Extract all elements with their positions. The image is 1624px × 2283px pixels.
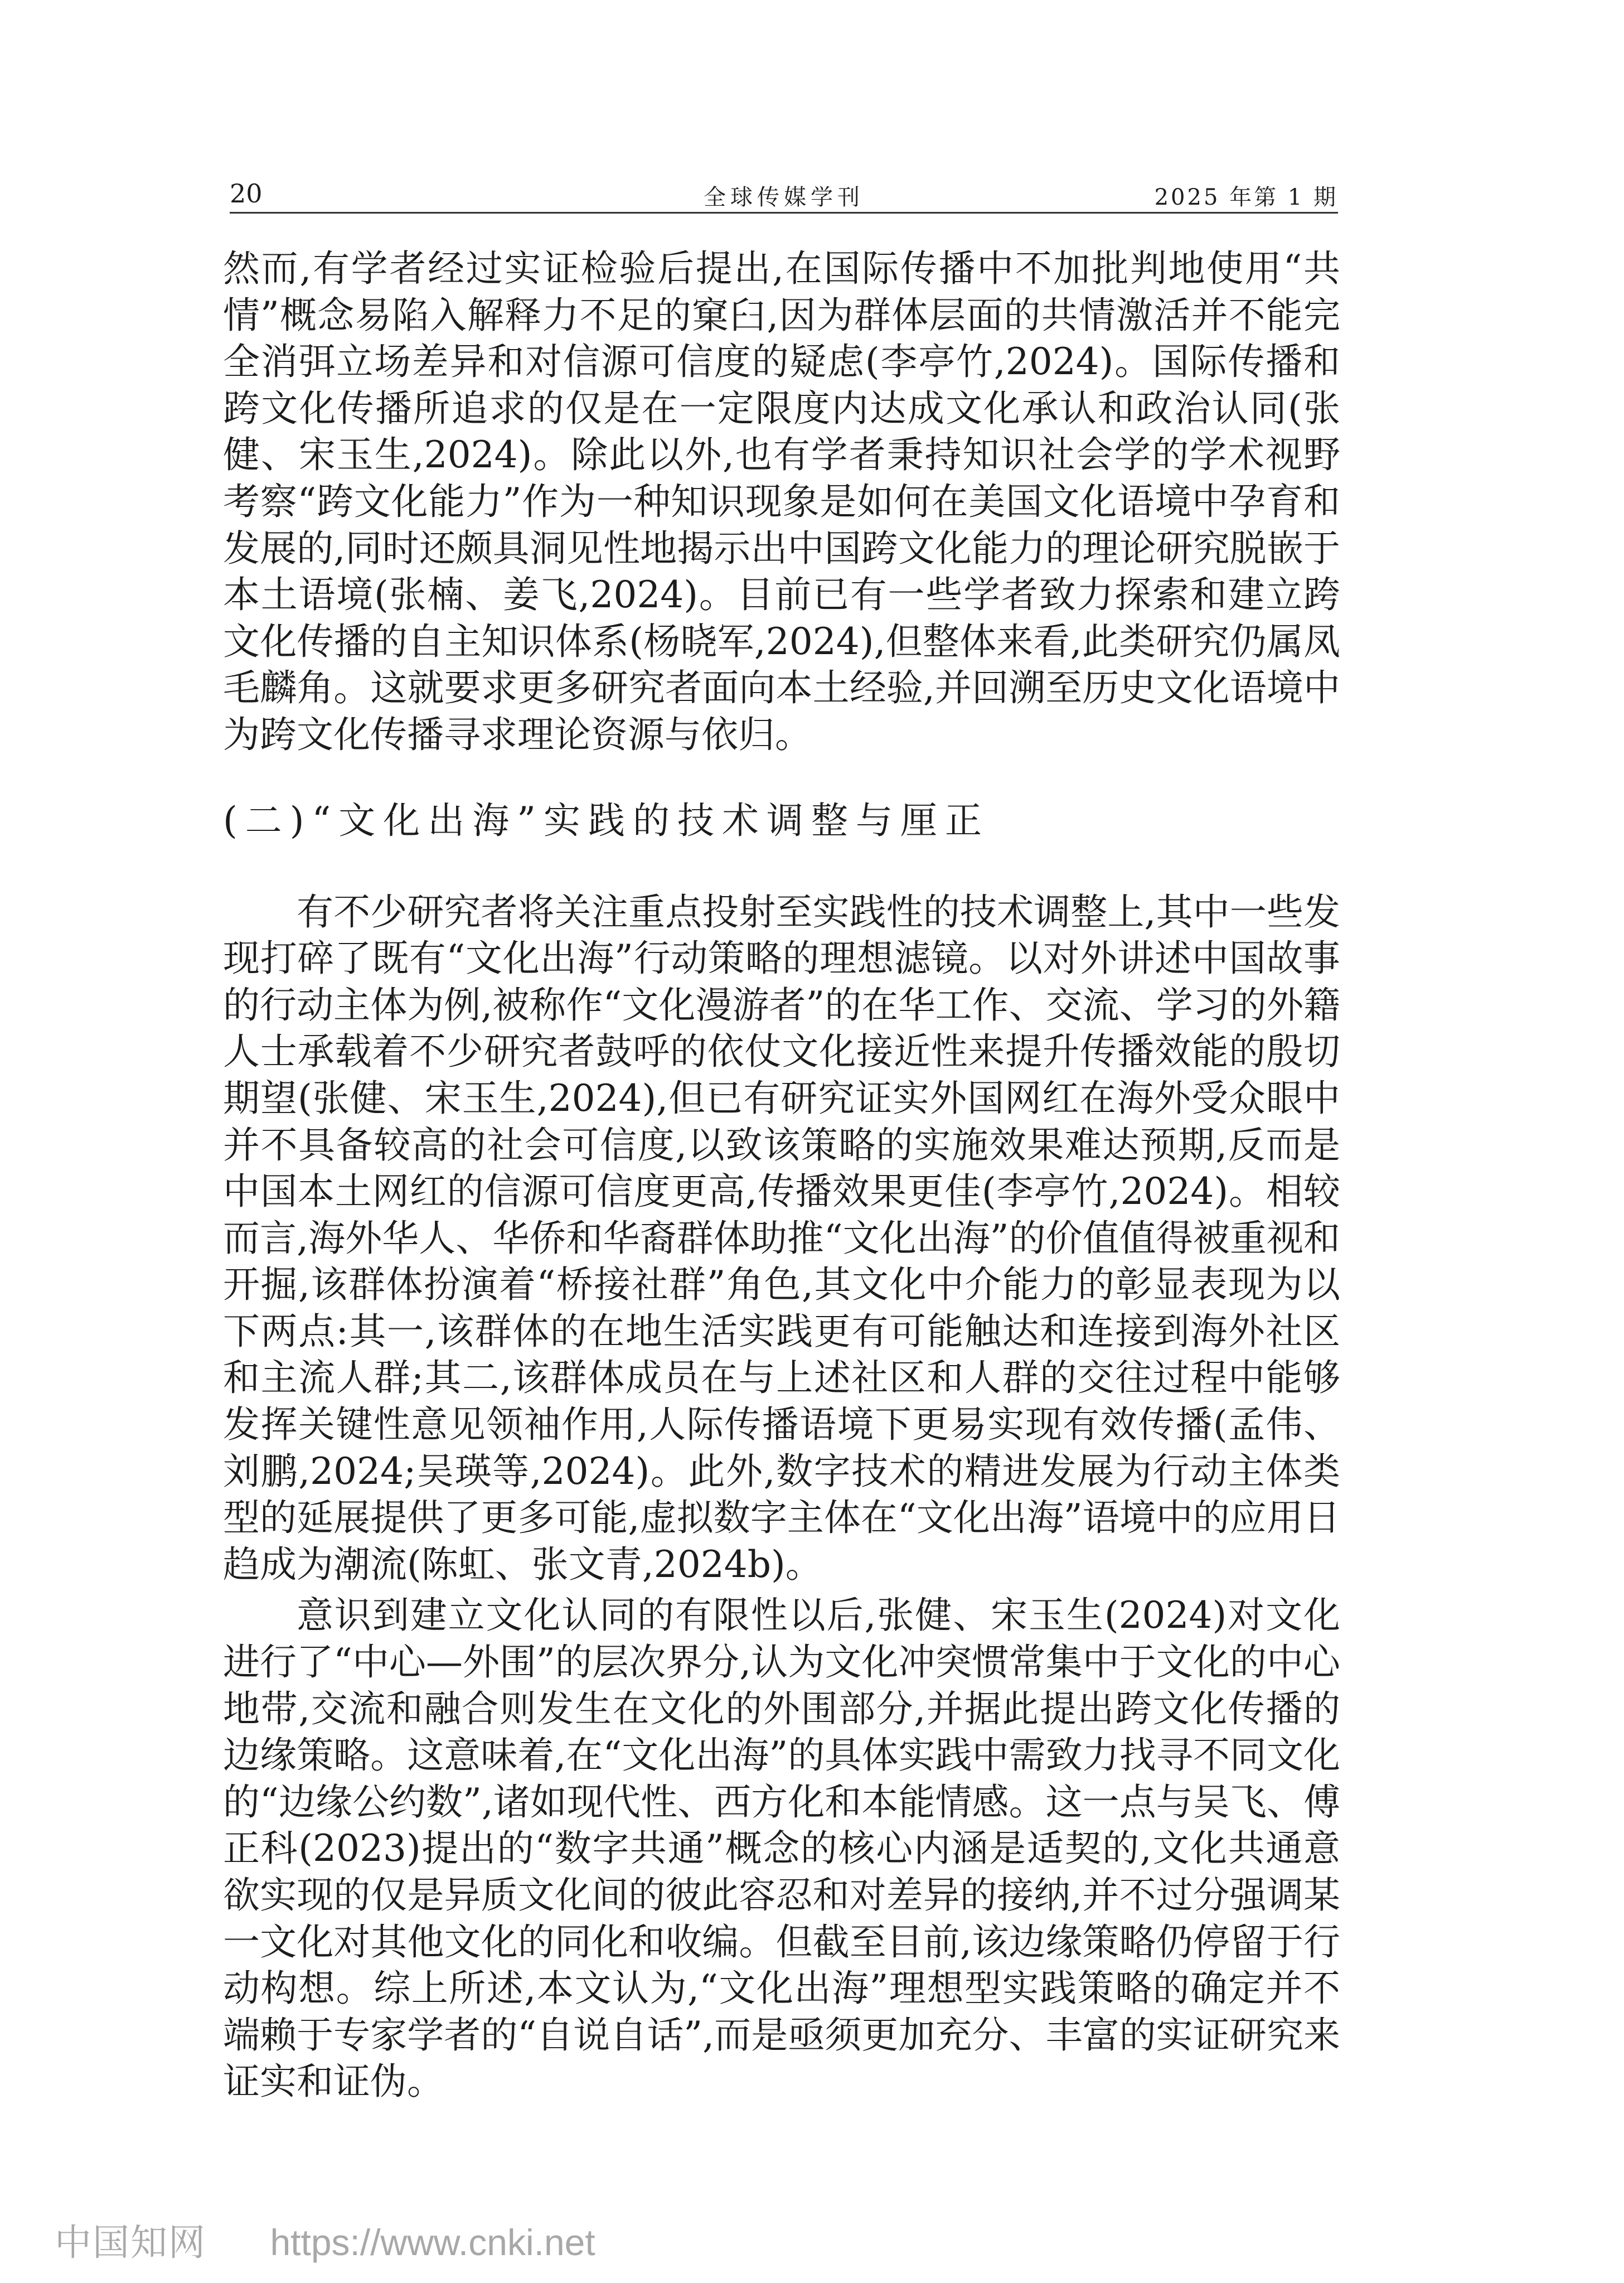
- section-heading: (二)“文化出海”实践的技术调整与厘正: [223, 799, 990, 842]
- paragraph: 然而,有学者经过实证检验后提出,在国际传播中不加批判地使用“共情”概念易陷入解释力不足的窠臼,因为群体层面的共情激活并不能完全消弭立场差异和对信源可信度的疑虑(李亭竹,2024)。国际传播和跨文化传播所追求的仅是在一定限度内达成文化承认和政治认同(张健、宋玉生,2024)。除此以外,也有学者秉持知识社会学的学术视野考察“跨文化能力”作为一种知识现象是如何在美国文化语境中孕育和发展的,同时还颇具洞见性地揭示出中国跨文化能力的理论研究脱嵌于本土语境(张楠、姜飞,2024)。目前已有一些学者致力探索和建立跨文化传播的自主知识体系(杨晓军,2024),但整体来看,此类研究仍属凤毛麟角。这就要求更多研究者面向本土经验,并回溯至历史文化语境中为跨文化传播寻求理论资源与依归。: [223, 247, 1340, 756]
- cnki-watermark: [55, 2213, 595, 2266]
- article-body: [223, 245, 1340, 2105]
- paragraph: 有不少研究者将关注重点投射至实践性的技术调整上,其中一些发现打碎了既有“文化出海”行动策略的理想滤镜。以对外讲述中国故事的行动主体为例,被称作“文化漫游者”的在华工作、交流、学习的外籍人士承载着不少研究者鼓呼的依仗文化接近性来提升传播效能的殷切期望(张健、宋玉生,2024),但已有研究证实外国网红在海外受众眼中并不具备较高的社会可信度,以致该策略的实施效果难达预期,反而是中国本土网红的信源可信度更高,传播效果更佳(李亭竹,2024)。相较而言,海外华人、华侨和华裔群体助推“文化出海”的价值值得被重视和开掘,该群体扮演着“桥接社群”角色,其文化中介能力的彰显表现为以下两点:其一,该群体的在地生活实践更有可能触达和连接到海外社区和主流人群;其二,该群体成员在与上述社区和人群的交往过程中能够发挥关键性意见领袖作用,人际传播语境下更易实现有效传播(孟伟、刘鹏,2024;吴瑛等,2024)。此外,数字技术的精进发展为行动主体类型的延展提供了更多可能,虚拟数字主体在“文化出海”语境中的应用日趋成为潮流(陈虹、张文青,2024b)。: [223, 890, 1340, 1586]
- page-header: [230, 173, 1338, 214]
- cnki-url[interactable]: https://www.cnki.net: [270, 2222, 595, 2263]
- journal-title: 全球传媒学刊: [704, 185, 864, 210]
- cnki-logo: 中国知网: [55, 2222, 206, 2263]
- paragraph: 意识到建立文化认同的有限性以后,张健、宋玉生(2024)对文化进行了“中心—外围”的层次界分,认为文化冲突惯常集中于文化的中心地带,交流和融合则发生在文化的外围部分,并据此提出跨文化传播的边缘策略。这意味着,在“文化出海”的具体实践中需致力找寻不同文化的“边缘公约数”,诸如现代性、西方化和本能情感。这一点与吴飞、傅正科(2023)提出的“数字共通”概念的核心内涵是适契的,文化共通意欲实现的仅是异质文化间的彼此容忍和对差异的接纳,并不过分强调某一文化对其他文化的同化和收编。但截至目前,该边缘策略仍停留于行动构想。综上所述,本文认为,“文化出海”理想型实践策略的确定并不端赖于专家学者的“自说自话”,而是亟须更加充分、丰富的实证研究来证实和证伪。: [223, 1594, 1340, 2103]
- issue-label: 2025 年第 1 期: [1154, 185, 1338, 210]
- page-number: 20: [230, 178, 263, 209]
